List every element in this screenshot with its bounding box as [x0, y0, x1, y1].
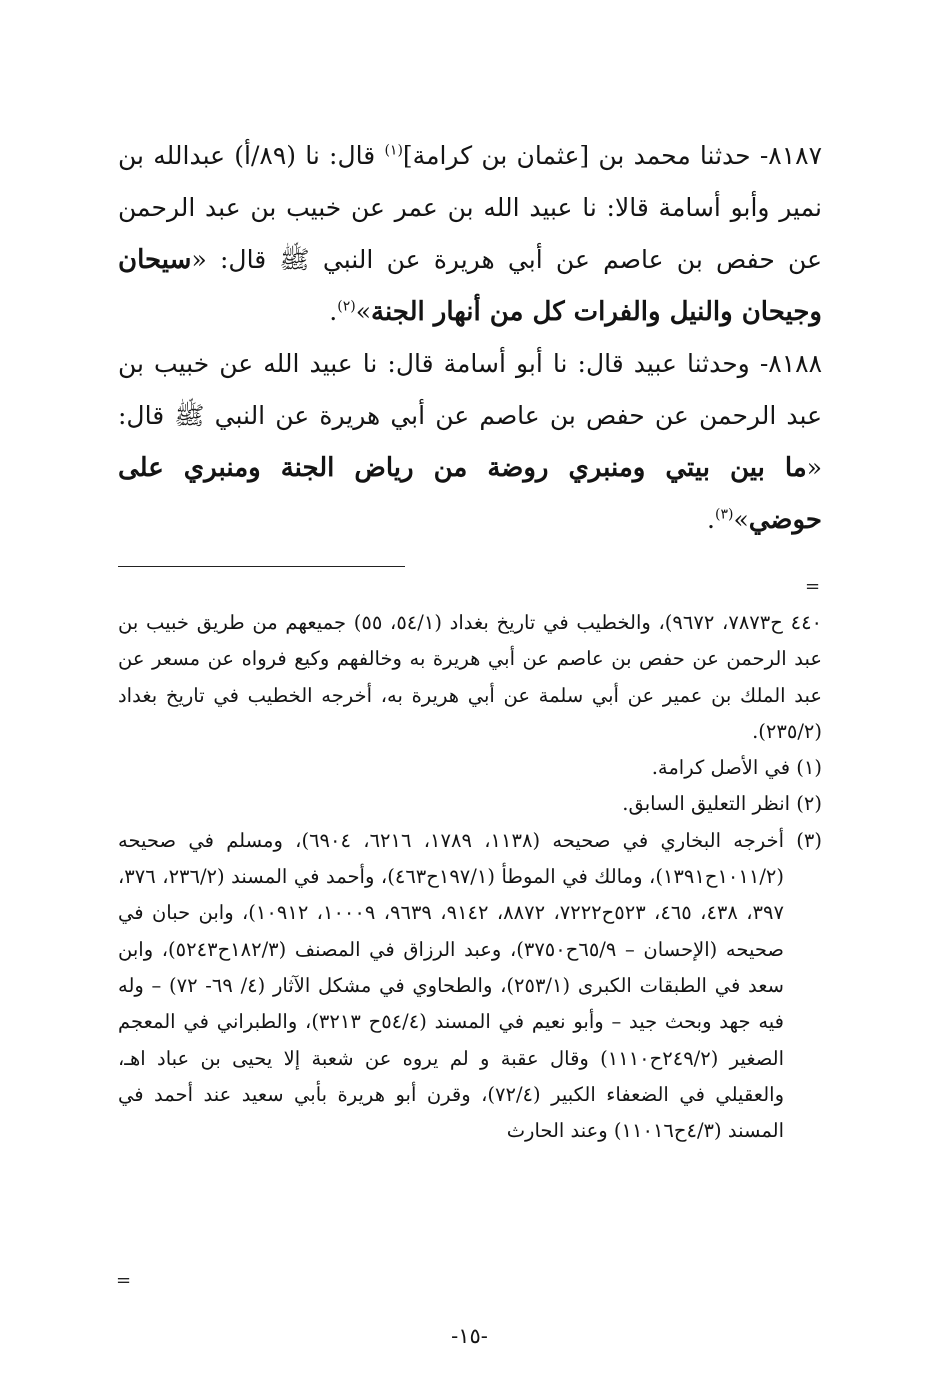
hadith-8187-close: »: [355, 297, 371, 326]
hadith-8187-isnad: عبدالله بن نمير وأبو أسامة قالا: نا عبيد الله بن عمر عن خبيب بن عبد الرحمن عن حفص بن عاصم عن أبي هريرة عن النبي ﷺ قال: «: [118, 141, 822, 274]
footnotes: [118, 605, 822, 1149]
hadith-8188: [118, 338, 822, 546]
hadith-8187-line1: ٨١٨٧- حدثنا محمد بن [عثمان بن كرامة]: [402, 141, 823, 170]
footnote-continues-mark: =: [116, 1270, 132, 1291]
footnote-2: (٢) انظر التعليق السابق.: [622, 792, 822, 816]
footnote-continued: ٤٤٠ ح٧٨٧٣، ٩٦٧٢)، والخطيب في تاريخ بغداد (٥٤/١، ٥٥) جميعهم من طريق خبيب بن عبد الرحمن عن حفص بن عاصم عن أبي هريرة به وخالفهم وكيع فرواه عن مسعر عن عبد الملك بن عمير عن أبي سلمة عن أبي هريرة به، أخرجه الخطيب في تاريخ بغداد (٢٣٥/٢).: [118, 611, 823, 743]
hadith-8187-end: .: [329, 297, 338, 326]
footnote-separator: [118, 566, 405, 567]
footnote-ref-1: (١): [384, 142, 403, 159]
footnote-1: (١) في الأصل كرامة.: [651, 756, 822, 780]
footnote-ref-2: (٢): [337, 298, 356, 315]
continuation-mark: =: [805, 576, 821, 597]
hadith-8187-matn: سيحان وجيحان والنيل والفرات كل من أنهار الجنة: [118, 245, 822, 327]
hadith-8187: [118, 130, 822, 338]
page-number: -١٥-: [451, 1324, 488, 1348]
hadith-8188-end: .: [707, 505, 715, 534]
hadith-8188-close: »: [733, 505, 749, 534]
footnote-ref-3: (٣): [714, 506, 734, 523]
hadith-8188-matn: ما بين بيتي ومنبري روضة من رياض الجنة ومنبري على حوضي: [118, 453, 822, 535]
footnote-3: (٣) أخرجه البخاري في صحيحه (١١٣٨، ١٧٨٩، ٦٢١٦، ٦٩٠٤)، ومسلم في صحيحه (١٠١١/٢ح١٣٩١)، ومالك في الموطأ (١٩٧/١ح٤٦٣)، وأحمد في المسند (٢٣٦/٢، ٣٧٦، ٣٩٧، ٤٣٨، ٤٦٥، ٥٢٣ح٧٢٢٢، ٨٨٧٢، ٩١٤٢، ٩٦٣٩، ١٠٠٠٩، ١٠٩١٢)، وابن حبان في صحيحه (الإحسان – ٦٥/٩ح٣٧٥٠)، وعبد الرزاق في المصنف (١٨٢/٣ح٥٢٤٣)، وابن سعد في الطبقات الكبرى (٢٥٣/١)، والطحاوي في مشكل الآثار (٤/ ٦٩- ٧٢) – وله فيه جهد وبحث جيد – وأبو نعيم في المسند (٥٤/٤ح ٣٢١٣)، والطبراني في المعجم الصغير (٢٤٩/٢ح١١١٠) وقال عقبة و لم يروه عن شعبة إلا يحيى بن عباد اهـ، والعقيلي في الضعفاء الكبير (٧٢/٤)، وقرن أبو هريرة بأبي سعيد عند أحمد في المسند (٤/٣ح١١٠١٦) وعند الحارث: [118, 828, 822, 1143]
hadith-8187-line1-end: قال: نا (٨٩/أ): [234, 141, 376, 170]
hadith-8188-isnad: ٨١٨٨- وحدثنا عبيد قال: نا أبو أسامة قال: نا عبيد الله عن خبيب بن عبد الرحمن عن حفص بن عاصم عن أبي هريرة عن النبي ﷺ قال: «: [118, 349, 822, 482]
